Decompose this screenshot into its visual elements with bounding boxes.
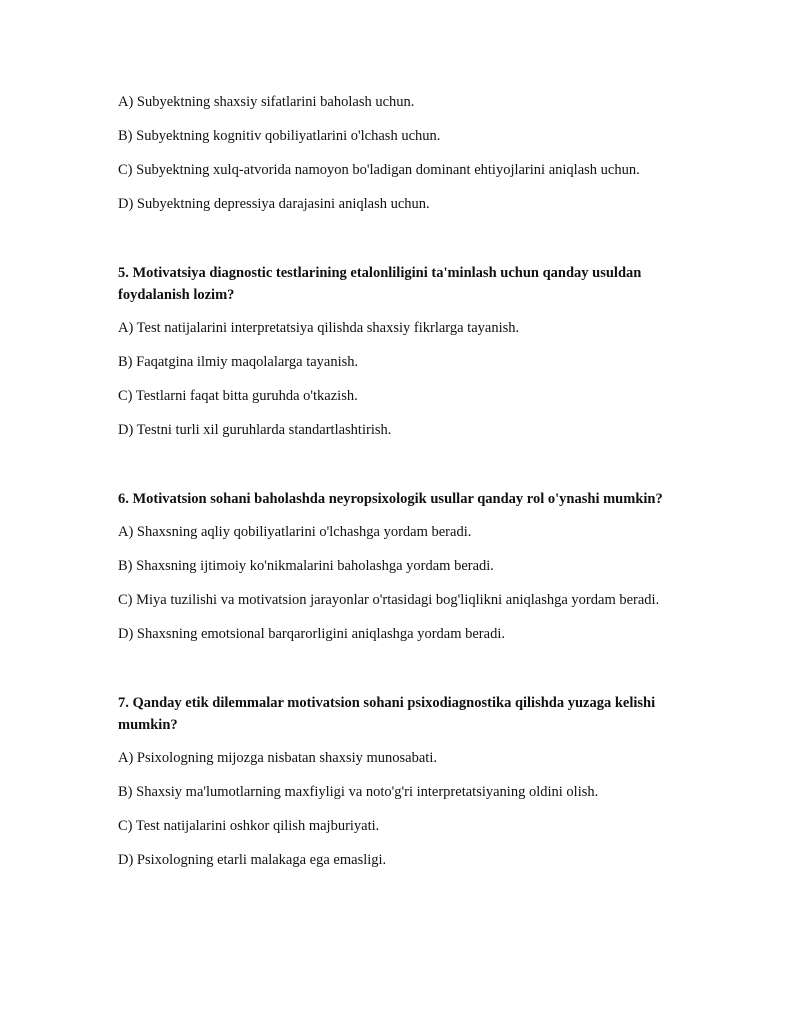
option-d: D) Subyektning depressiya darajasini aniqlash uchun. [118, 196, 430, 212]
option-a: A) Shaxsning aqliy qobiliyatlarini o'lchashga yordam beradi. [118, 524, 472, 540]
option-d: D) Psixologning etarli malakaga ega emasligi. [118, 852, 387, 868]
question-block-7 [118, 692, 698, 870]
option-b: B) Faqatgina ilmiy maqolalarga tayanish. [118, 354, 359, 370]
option-c: C) Miya tuzilishi va motivatsion jarayonlar o'rtasidagi bog'liqlikni aniqlashga yordam beradi. [118, 592, 660, 608]
question-5-text: 5. Motivatsiya diagnostic testlarining etalonliligini ta'minlash uchun qanday usuldan foydalanish lozim? [118, 265, 642, 303]
question-block-4-options [118, 92, 698, 214]
option-a: A) Psixologning mijozga nisbatan shaxsiy munosabati. [118, 750, 437, 766]
option-d: D) Shaxsning emotsional barqarorligini aniqlashga yordam beradi. [118, 626, 505, 642]
document-page [118, 92, 698, 884]
question-6-text: 6. Motivatsion sohani baholashda neyropsixologik usullar qanday rol o'ynashi mumkin? [118, 491, 663, 507]
option-b: B) Subyektning kognitiv qobiliyatlarini o'lchash uchun. [118, 128, 441, 144]
question-7-text: 7. Qanday etik dilemmalar motivatsion sohani psixodiagnostika qilishda yuzaga kelishi mumkin? [118, 695, 656, 733]
option-a: A) Test natijalarini interpretatsiya qilishda shaxsiy fikrlarga tayanish. [118, 320, 520, 336]
option-c: C) Subyektning xulq-atvorida namoyon bo'ladigan dominant ehtiyojlarini aniqlash uchun. [118, 162, 640, 178]
option-a: A) Subyektning shaxsiy sifatlarini baholash uchun. [118, 94, 415, 110]
question-block-5 [118, 262, 698, 440]
option-c: C) Test natijalarini oshkor qilish majburiyati. [118, 818, 380, 834]
option-c: C) Testlarni faqat bitta guruhda o'tkazish. [118, 388, 358, 404]
question-block-6 [118, 488, 698, 644]
option-b: B) Shaxsiy ma'lumotlarning maxfiyligi va noto'g'ri interpretatsiyaning oldini olish. [118, 784, 599, 800]
option-b: B) Shaxsning ijtimoiy ko'nikmalarini baholashga yordam beradi. [118, 558, 494, 574]
option-d: D) Testni turli xil guruhlarda standartlashtirish. [118, 422, 392, 438]
